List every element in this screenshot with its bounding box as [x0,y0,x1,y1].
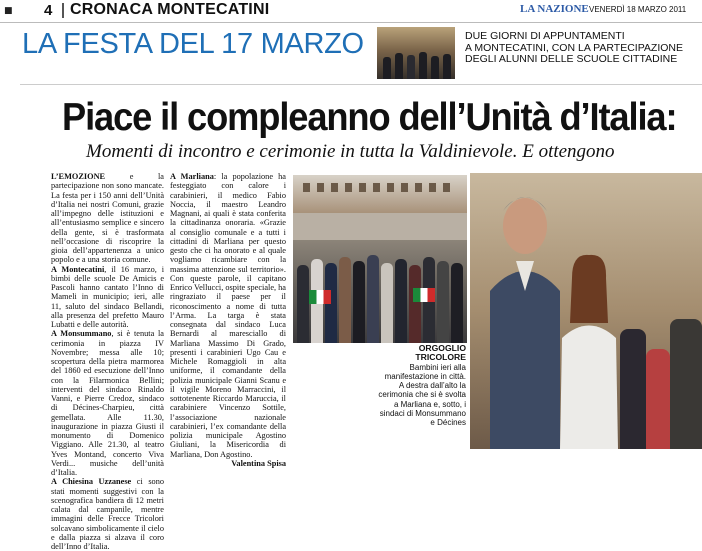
kicker-title: LA FESTA DEL 17 MARZO [22,28,364,60]
issue-date: VENERDÌ 18 MARZO 2011 [589,5,687,14]
paragraph-lead: A Chiesina Uzzanese [51,477,132,487]
photo-mayors [470,173,702,449]
paragraph [51,265,164,330]
paragraph [51,172,164,265]
paragraph-text: e la partecipazione non sono mancate. La festa per i 150 anni dell’Unità d’Italia nei nostri Comuni, grazie all’impegno delle istituzioni e all’entusiasmo semplice e sincero della gente, si è trasformata nell’occasione di riscoprire la gioia dell’appartenenza a unico popolo e a una storia comune. [51,172,164,265]
kicker-text-line: DEGLI ALUNNI DELLE SCUOLE CITTADINE [465,53,678,66]
paragraph-lead: A Monsummano [51,329,112,339]
page-number: 4 [44,2,53,19]
paragraph-text: ci sono stati momenti suggestivi con la scenografica bandiera di 12 metri calata dal campanile, mentre immagini delle Frecce Tricolori solcavano simbolicamente il cielo e dalla piazza si alzava il coro dell’Inno d’Italia. [51,477,164,551]
paragraph-lead: A Montecatini [51,264,105,274]
caption-text: Bambini ieri alla manifestazione in città. A destra dall’alto la cerimonia che si è svolta a Marliana e, sotto, i sindaci di Monsummano e Décines [378,362,466,428]
header-square-marker: ■ [4,6,13,16]
paragraph-text: ni, il sottotenente Riccardo Maruccia, il carabiniere Vincenzo Sottile, l’associazione nazionale carabinieri, l’ex comandante della polizia municipale Agostino Giuliani, la Misericordia di Marliana, Don Agostino. [170,384,287,459]
paragraph-text: , il 16 marzo, i bimbi delle scuole De Amicis e Pascoli hanno cantato l’Inno di Mameli in municipio; ieri, alle 11, saluto del sindaco Bellandi, alla presenza del prefetto Mauro Lubatti e delle autorità. [51,264,164,329]
header-divider [62,3,64,18]
paragraph-text: , si è tenuta la cerimonia in piazza IV Novembre; messa alle 10; scopertura della pietra marmorea del 1860 ed esecuzione dell’Inno con la Filarmonica Bellini; interventi del sindaco Rinaldo Vanni, e Pierre Credoz, sindaco di Décines-Charpieu, città gemellata. Alle 11.30, inaugurazione in piazza Giusti il monumento di Domenico Viggiano. Alle 21.30, al teatro Yves Montand, concerto Viva Verdi... musiche dell’unità d’Italia. [51,329,164,477]
photo-caption [378,344,466,428]
kicker-text-line: A MONTECATINI, CON LA PARTECIPAZIONE [465,41,684,54]
article-signature: Valentina Spisa [231,458,286,468]
article-subheadline: Momenti di incontro e cerimonie in tutta la Valdinievole. E ottengono [86,141,615,162]
caption-title: ORGOGLIO TRICOLORE [415,343,466,363]
article-headline: Piace il compleanno dell’Unità d’Italia: [62,96,677,139]
article-column-2 [170,172,286,468]
kicker-photo [377,27,455,79]
section-title: CRONACA MONTECATINI [70,1,270,18]
paragraph [170,172,286,459]
newspaper-name: LA NAZIONE [520,3,589,15]
article-column-1 [51,172,164,551]
paragraph [51,477,164,551]
kicker-text-line: DUE GIORNI DI APPUNTAMENTI [465,30,625,42]
photo-children-ceremony [293,240,467,343]
paragraph-lead: A Marliana [170,172,214,181]
photo-figure-man [490,181,560,449]
paragraph-lead: L’EMOZIONE [51,172,106,181]
photo-figure-girl [560,243,618,449]
paragraph [51,329,164,477]
paragraph-text: : la popolazione ha festeggiato con calore i carabinieri, il medico Fabio Noccia, il maestro Leandro Magnani, ai quali è stata conferita la cittadinanza onoraria. «Grazie al consiglio comunale e a tutti i cittadini di Marliana per questo gesto che ci ha onorato e al quale vogliamo ricambiare con la massima attenzione sul territorio». Con queste parole, il capitano Enrico Vellucci, ospite speciale, ha ringraziato il paese per il riconoscimento a nome di tutta l’Arma. La targa è stata consegnata dal sindaco Luca Bernardi al maresciallo di Marliana Massimo Di Grado, presenti i carabinieri Ugo Cau e Michele Romaggioli in alta uniforme, il comandante della polizia municipale Gianni Scanu e il vigile Moreno Marracci [170,172,286,394]
photo-marliana-building [293,175,467,241]
kicker-text [465,31,697,66]
